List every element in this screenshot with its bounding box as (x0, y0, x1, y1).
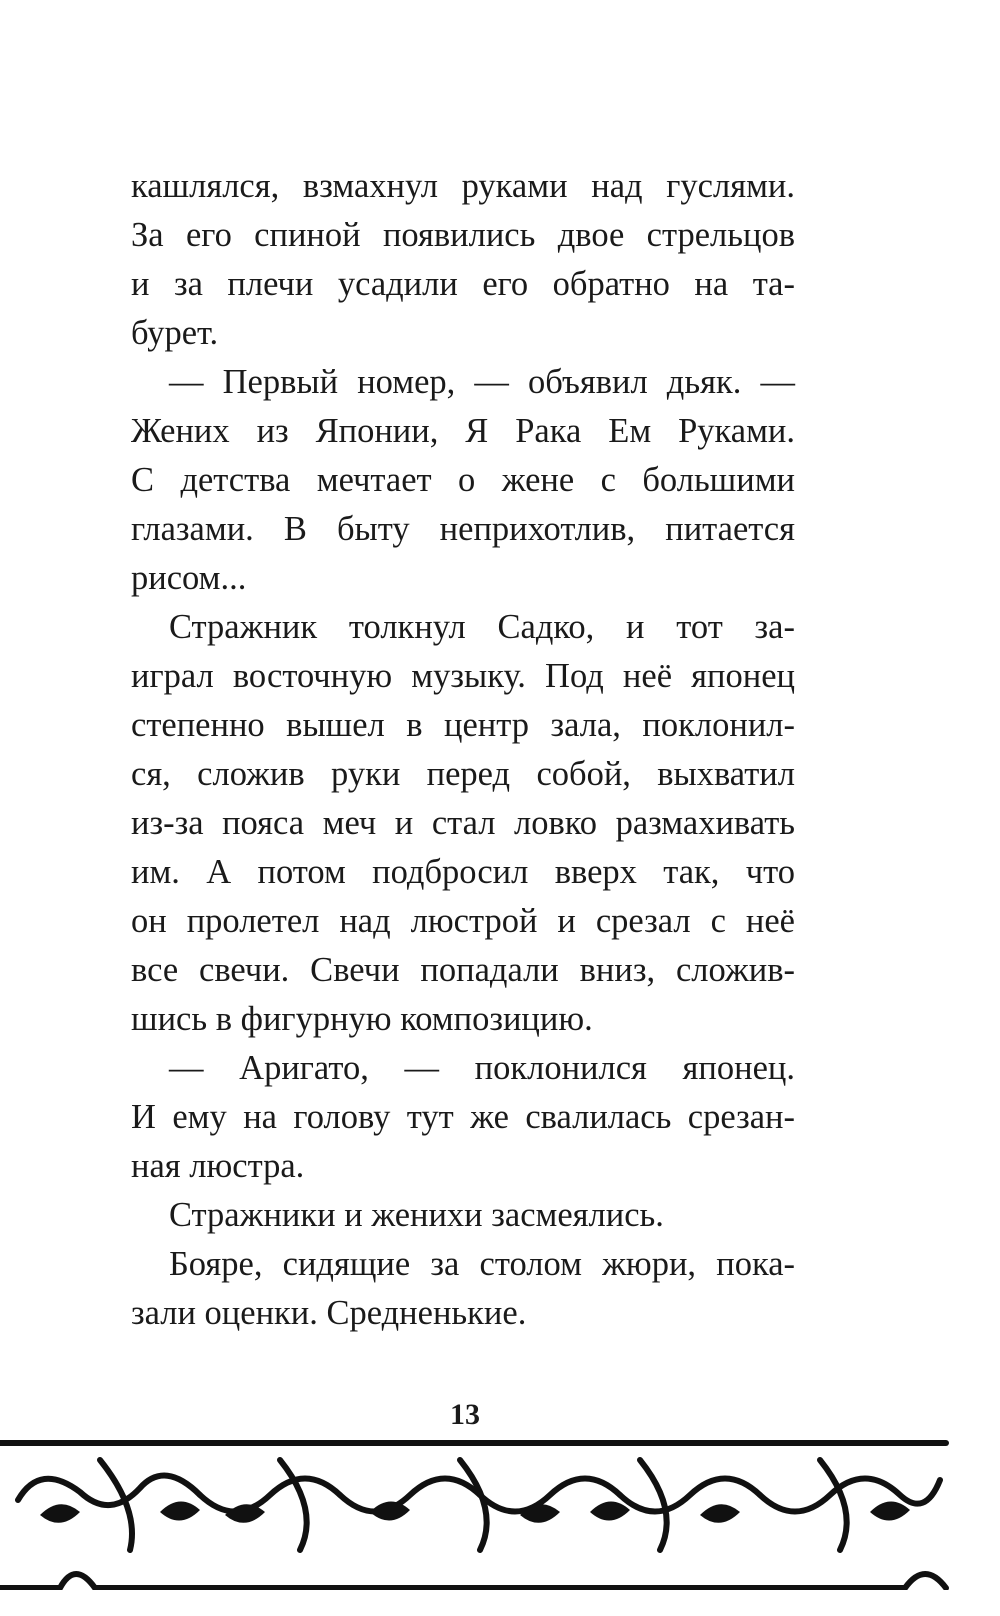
body-text (131, 162, 795, 1338)
text-line: степенно вышел в центр зала, поклонил- (131, 706, 795, 744)
text-line: глазами. В быту неприхотлив, питается (131, 510, 795, 548)
text-line: ная люстра. (131, 1147, 305, 1185)
text-line: Стражник толкнул Садко, и тот за- (169, 608, 795, 646)
text-line: рисом... (131, 559, 247, 597)
text-line: ся, сложив руки перед собой, выхватил (131, 755, 795, 793)
text-line: За его спиной появились двое стрельцов (131, 216, 795, 254)
text-line: Стражники и женихи засмеялись. (169, 1196, 664, 1234)
text-line: И ему на голову тут же свалилась срезан- (131, 1098, 795, 1136)
page-number: 13 (450, 1398, 480, 1431)
text-line: — Первый номер, — объявил дьяк. — (169, 363, 795, 401)
text-line: бурет. (131, 314, 219, 352)
text-line: играл восточную музыку. Под неё японец (131, 657, 795, 695)
text-line: и за плечи усадили его обратно на та- (131, 265, 795, 303)
text-line: он пролетел над люстрой и срезал с неё (131, 902, 795, 940)
text-line: — Аригато, — поклонился японец. (169, 1049, 795, 1087)
text-line: кашлялся, взмахнул руками над гуслями. (131, 167, 795, 205)
text-line: зали оценки. Средненькие. (131, 1294, 527, 1332)
text-line: Жених из Японии, Я Рака Ем Руками. (131, 412, 795, 450)
text-line: шись в фигурную композицию. (131, 1000, 593, 1038)
text-line: все свечи. Свечи попадали вниз, сложив- (131, 951, 795, 989)
text-line: им. А потом подбросил вверх так, что (131, 853, 795, 891)
ornament-border (0, 1440, 1000, 1590)
text-line: С детства мечтает о жене с большими (131, 461, 795, 499)
text-line: из-за пояса меч и стал ловко размахивать (131, 804, 795, 842)
text-line: Бояре, сидящие за столом жюри, пока- (169, 1245, 795, 1283)
